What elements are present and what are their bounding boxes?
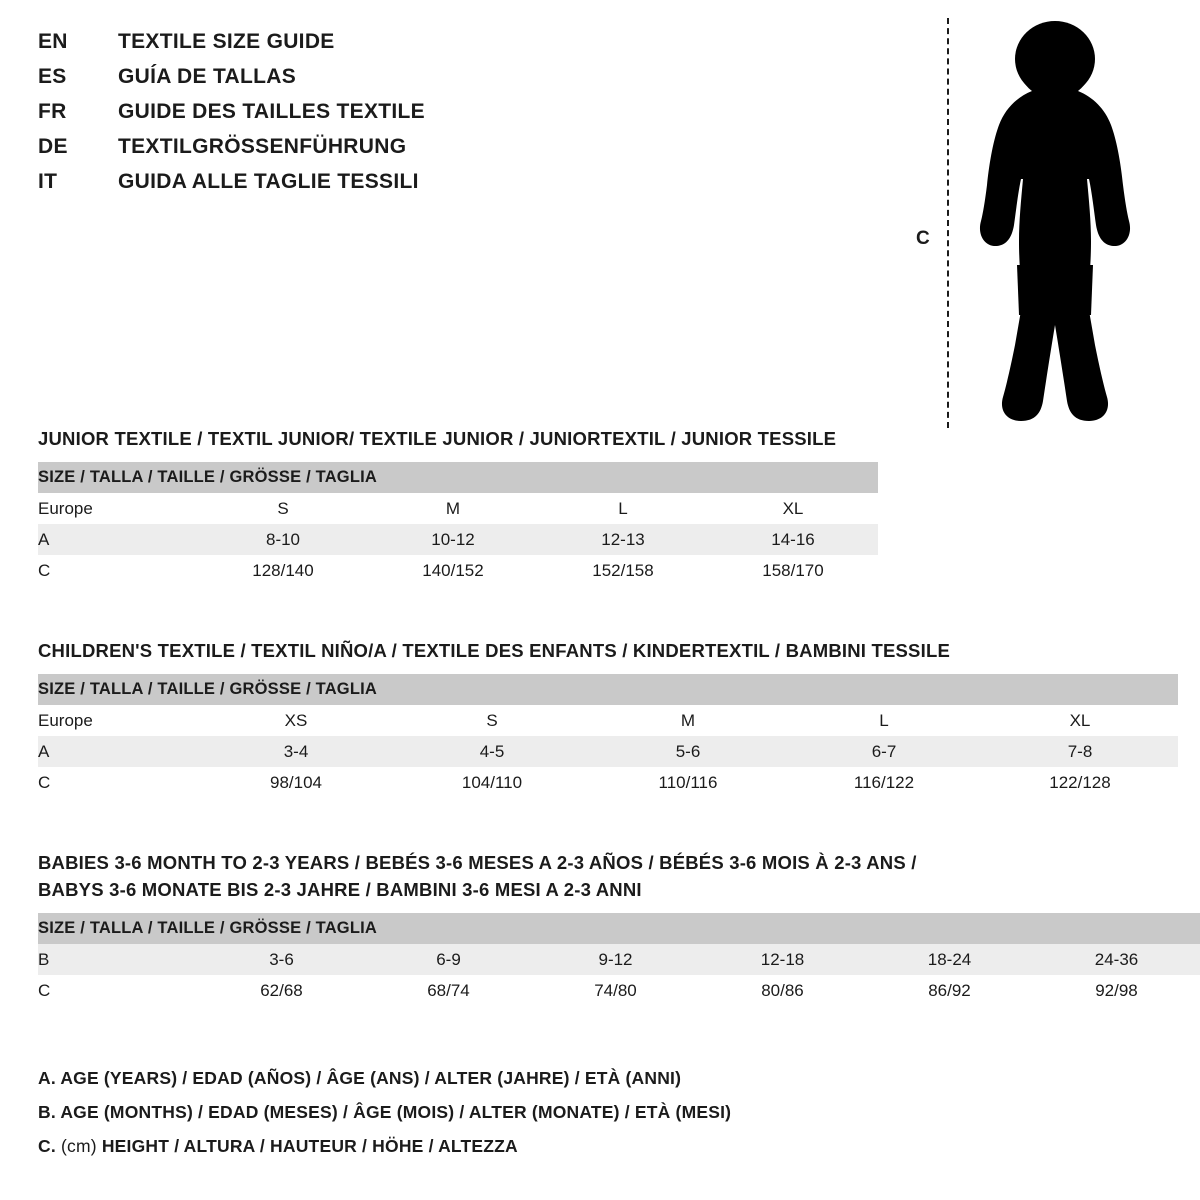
table-cell: 110/116 [590, 767, 786, 798]
row-label: C [38, 975, 198, 1006]
row-label: Europe [38, 705, 198, 736]
table-band-label: SIZE / TALLA / TAILLE / GRÖSSE / TAGLIA [38, 674, 1178, 705]
table-cell: 12-13 [538, 524, 708, 555]
table-cell: 152/158 [538, 555, 708, 586]
language-title: GUÍA DE TALLAS [118, 65, 297, 88]
table-cell: 6-9 [365, 944, 532, 975]
language-row [38, 100, 678, 135]
language-title-list [38, 30, 678, 205]
table-cell: 24-36 [1033, 944, 1200, 975]
column-header: M [368, 493, 538, 524]
language-code: FR [38, 100, 67, 123]
column-header: S [394, 705, 590, 736]
footnote-c-text: HEIGHT / ALTURA / HAUTEUR / HÖHE / ALTEZZA [101, 1136, 518, 1156]
column-header: XS [198, 705, 394, 736]
row-label: Europe [38, 493, 198, 524]
table-cell: 74/80 [532, 975, 699, 1006]
table-row [38, 524, 878, 555]
table-cell: 6-7 [786, 736, 982, 767]
table-band-row [38, 462, 878, 493]
table-cell: 12-18 [699, 944, 866, 975]
section-babies-textile [38, 852, 1200, 1006]
table-row [38, 555, 878, 586]
table-cell: 3-4 [198, 736, 394, 767]
table-cell: 128/140 [198, 555, 368, 586]
table-cell: 122/128 [982, 767, 1178, 798]
footnote-a: A. AGE (YEARS) / EDAD (AÑOS) / ÂGE (ANS) / ALTER (JAHRE) / ETÀ (ANNI) [38, 1068, 682, 1088]
language-row [38, 65, 678, 100]
section-junior-textile [38, 428, 878, 586]
section-title [38, 852, 1200, 901]
footnote-c-unit: (cm) [55, 1136, 102, 1156]
table-cell: 140/152 [368, 555, 538, 586]
table-cell: 116/122 [786, 767, 982, 798]
footnote-b: B. AGE (MONTHS) / EDAD (MESES) / ÂGE (MOIS) / ALTER (MONATE) / ETÀ (MESI) [38, 1102, 732, 1122]
table-cell: 3-6 [198, 944, 365, 975]
section-title: CHILDREN'S TEXTILE / TEXTIL NIÑO/A / TEXTILE DES ENFANTS / KINDERTEXTIL / BAMBINI TESSILE [38, 640, 950, 661]
column-header: M [590, 705, 786, 736]
size-table-babies [38, 913, 1200, 1006]
table-cell: 68/74 [365, 975, 532, 1006]
row-label: B [38, 944, 198, 975]
table-row [38, 736, 1178, 767]
table-row [38, 975, 1200, 1006]
column-header: L [786, 705, 982, 736]
table-row [38, 705, 1178, 736]
size-table-junior [38, 462, 878, 586]
table-band-label: SIZE / TALLA / TAILLE / GRÖSSE / TAGLIA [38, 913, 1200, 944]
language-row [38, 170, 678, 205]
language-title: GUIDA ALLE TAGLIE TESSILI [118, 170, 419, 193]
language-code: DE [38, 135, 68, 158]
footnote-c-prefix: C. [38, 1136, 56, 1156]
table-cell: 104/110 [394, 767, 590, 798]
table-row [38, 944, 1200, 975]
table-row [38, 493, 878, 524]
table-band-row [38, 674, 1178, 705]
section-title: JUNIOR TEXTILE / TEXTIL JUNIOR/ TEXTILE JUNIOR / JUNIORTEXTIL / JUNIOR TESSILE [38, 428, 837, 449]
table-cell: 98/104 [198, 767, 394, 798]
language-code: ES [38, 65, 67, 88]
figure-measure-label: C [916, 228, 930, 249]
table-cell: 18-24 [866, 944, 1033, 975]
row-label: C [38, 767, 198, 798]
language-row [38, 135, 678, 170]
column-header: XL [708, 493, 878, 524]
footnote-c [38, 1136, 731, 1157]
column-header: S [198, 493, 368, 524]
language-code: IT [38, 170, 58, 193]
language-title: GUIDE DES TAILLES TEXTILE [118, 100, 425, 123]
table-cell: 62/68 [198, 975, 365, 1006]
footnotes [38, 1068, 731, 1170]
section-title-line1: BABIES 3-6 MONTH TO 2-3 YEARS / BEBÉS 3-6 MESES A 2-3 AÑOS / BÉBÉS 3-6 MOIS À 2-3 ANS / [38, 852, 917, 873]
language-title: TEXTILE SIZE GUIDE [118, 30, 335, 53]
row-label: C [38, 555, 198, 586]
section-children-textile [38, 640, 1178, 798]
language-code: EN [38, 30, 68, 53]
table-cell: 5-6 [590, 736, 786, 767]
table-band-row [38, 913, 1200, 944]
table-row [38, 767, 1178, 798]
table-cell: 80/86 [699, 975, 866, 1006]
row-label: A [38, 736, 198, 767]
height-dashed-line [947, 18, 949, 428]
table-cell: 10-12 [368, 524, 538, 555]
row-label: A [38, 524, 198, 555]
table-cell: 92/98 [1033, 975, 1200, 1006]
table-cell: 4-5 [394, 736, 590, 767]
table-band-label: SIZE / TALLA / TAILLE / GRÖSSE / TAGLIA [38, 462, 878, 493]
language-row [38, 30, 678, 65]
size-table-children [38, 674, 1178, 798]
height-measure-figure [900, 10, 1150, 430]
column-header: XL [982, 705, 1178, 736]
column-header: L [538, 493, 708, 524]
table-cell: 86/92 [866, 975, 1033, 1006]
table-cell: 158/170 [708, 555, 878, 586]
table-cell: 9-12 [532, 944, 699, 975]
child-silhouette-icon [955, 15, 1145, 430]
table-cell: 14-16 [708, 524, 878, 555]
language-title: TEXTILGRÖSSENFÜHRUNG [118, 135, 407, 158]
table-cell: 8-10 [198, 524, 368, 555]
section-title-line2: BABYS 3-6 MONATE BIS 2-3 JAHRE / BAMBINI 3-6 MESI A 2-3 ANNI [38, 879, 642, 900]
table-cell: 7-8 [982, 736, 1178, 767]
